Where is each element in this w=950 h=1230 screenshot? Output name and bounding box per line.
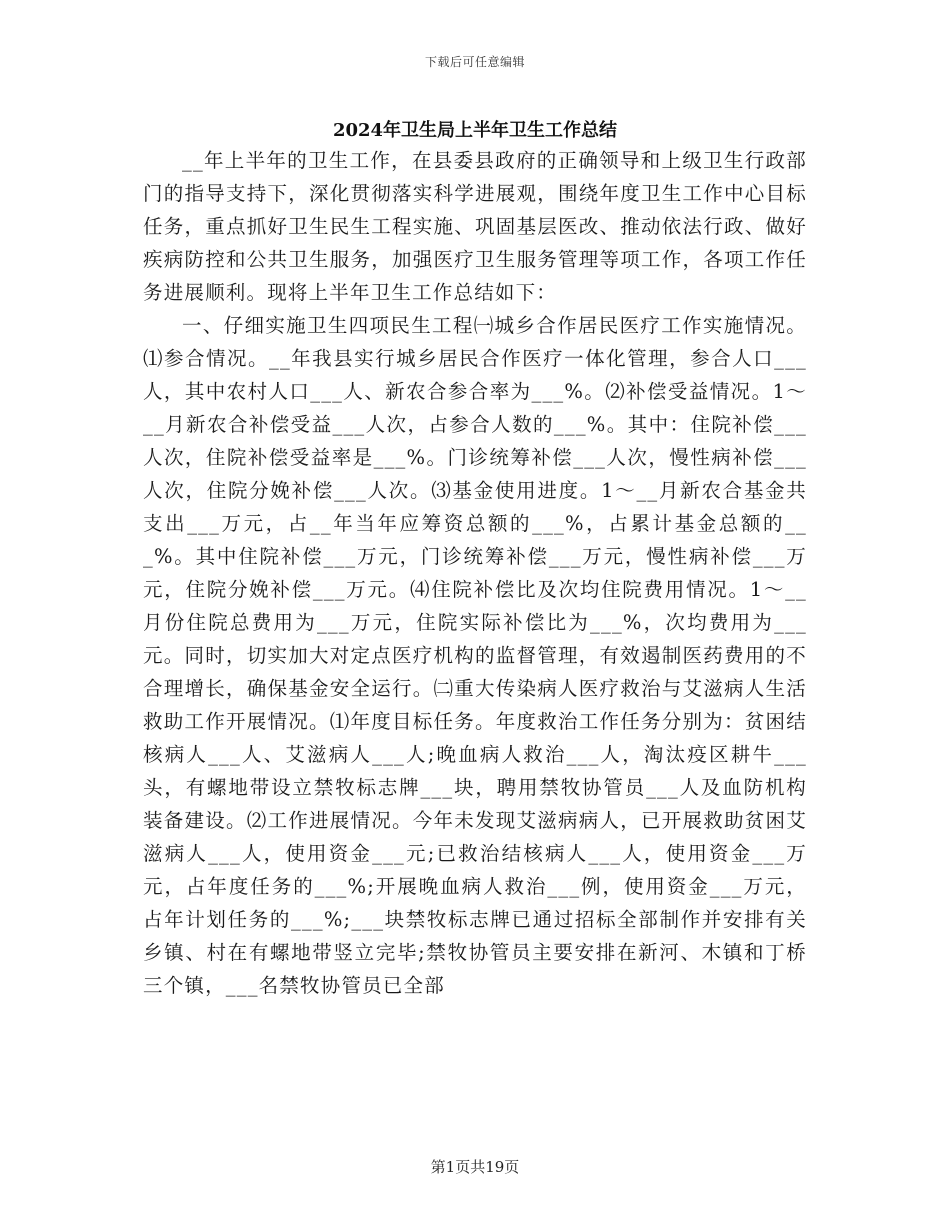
paragraph-intro: __年上半年的卫生工作，在县委县政府的正确领导和上级卫生行政部门的指导支持下，深化贯彻落实科学进展观，围绕年度卫生工作中心目标任务，重点抓好卫生民生工程实施、巩固基层医改、推动依法行政、做好疾病防控和公共卫生服务，加强医疗卫生服务管理等项工作，各项工作任务进展顺利。现将上半年卫生工作总结如下：	[143, 149, 807, 304]
document-title: 2024年卫生局上半年卫生工作总结	[332, 120, 618, 141]
page-footer: 第1页共19页	[430, 1158, 520, 1176]
document-body	[143, 144, 807, 1002]
header-note: 下载后可任意编辑	[424, 55, 525, 69]
paragraph-section-one: 一、仔细实施卫生四项民生工程㈠城乡合作居民医疗工作实施情况。⑴参合情况。__年我县实行城乡居民合作医疗一体化管理，参合人口___人，其中农村人口___人、新农合参合率为___%。⑵补偿受益情况。1～__月新农合补偿受益___人次，占参合人数的___%。其中：住院补偿___人次，住院补偿受益率是___%。门诊统筹补偿___人次，慢性病补偿___人次，住院分娩补偿___人次。⑶基金使用进度。1～__月新农合基金共支出___万元，占__年当年应筹资总额的___%，占累计基金总额的___%。其中住院补偿___万元，门诊统筹补偿___万元，慢性病补偿___万元，住院分娩补偿___万元。⑷住院补偿比及次均住院费用情况。1～__月份住院总费用为___万元，住院实际补偿比为___%，次均费用为___元。同时，切实加大对定点医疗机构的监督管理，有效遏制医药费用的不合理增长，确保基金安全运行。㈡重大传染病人医疗救治与艾滋病人生活救助工作开展情况。⑴年度目标任务。年度救治工作任务分别为：贫困结核病人___人、艾滋病人___人;晚血病人救治___人，淘汰疫区耕牛___头，有螺地带设立禁牧标志牌___块，聘用禁牧协管员___人及血防机构装备建设。⑵工作进展情况。今年未发现艾滋病病人，已开展救助贫困艾滋病人___人，使用资金___元;已救治结核病人___人，使用资金___万元，占年度任务的___%;开展晚血病人救治___例，使用资金___万元，占年计划任务的___%;___块禁牧标志牌已通过招标全部制作并安排有关乡镇、村在有螺地带竖立完毕;禁牧协管员主要安排在新河、木镇和丁桥三个镇，___名禁牧协管员已全部	[143, 314, 807, 997]
